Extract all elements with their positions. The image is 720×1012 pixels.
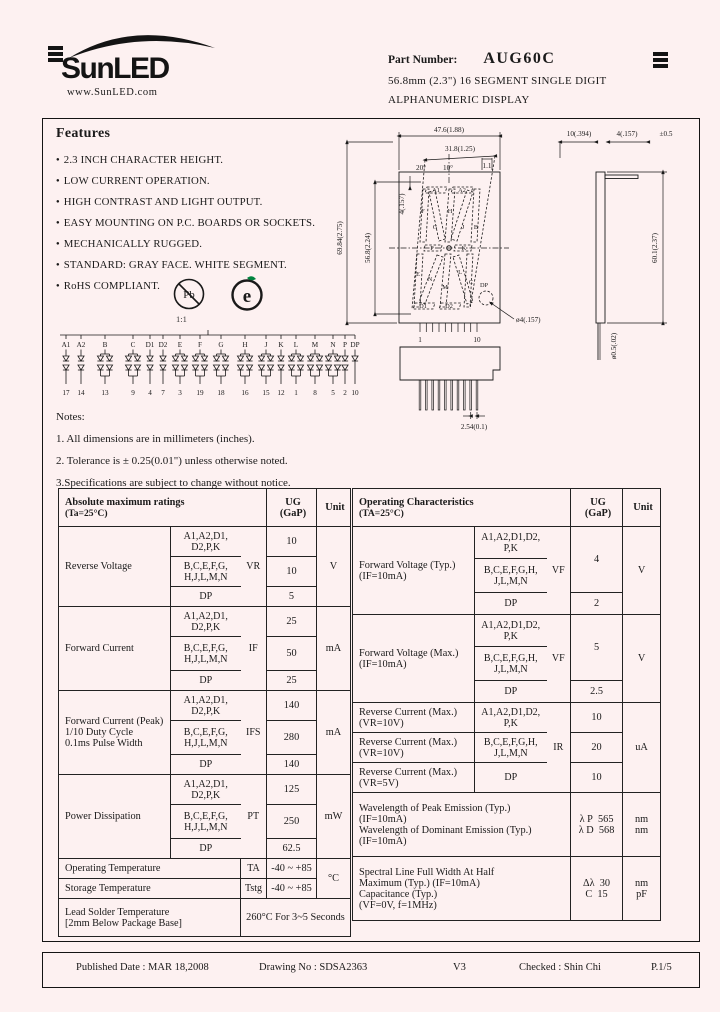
rohs-e-icon [226, 274, 268, 314]
pin-segment-label: E [177, 341, 183, 349]
segment-label: E [416, 271, 420, 278]
pin-segment-label: M [311, 341, 319, 349]
pin-number-label: 8 [313, 389, 317, 397]
unit-cell: mA [317, 607, 351, 691]
reverse-current-label: Reverse Current (Max.) (VR=5V) [353, 763, 475, 793]
segment-group: B,C,E,F,G,H, J,L,M,N [475, 733, 547, 763]
value-cell: 250 [267, 805, 317, 839]
symbol-vf: VF [547, 527, 571, 615]
segment-group: DP [475, 763, 547, 793]
symbol-ta: TA [241, 859, 267, 879]
footer [42, 952, 700, 988]
segment-group: A1,A2,D1, D2,P,K [171, 775, 241, 805]
symbol-c: C [585, 888, 593, 900]
lead-solder-value: 260°C For 3~5 Seconds [241, 899, 351, 937]
segment-group: A1,A2,D1,D2, P,K [475, 703, 547, 733]
mechanical-drawing [333, 118, 713, 463]
segment-label: K [461, 245, 467, 252]
lead-solder-label: Lead Solder Temperature [2mm Below Package Base] [59, 899, 241, 937]
segment-group: A1,A2,D1, D2,P,K [171, 607, 241, 637]
part-number-block [388, 50, 688, 106]
segment-label: B [473, 224, 479, 231]
value-cell: 20 [571, 733, 623, 763]
wavelength-units: nm nm [623, 793, 661, 857]
segment-label: D2 [445, 303, 453, 310]
dim-lead-width: 1.1 [482, 162, 492, 170]
value-cell: 2.5 [571, 681, 623, 703]
segment-group: B,C,E,F,G,H, J,L,M,N [475, 559, 547, 593]
symbol-ir: IR [547, 703, 571, 793]
symbol-lambda-p: λ P [579, 813, 593, 825]
value-cell: 280 [267, 721, 317, 755]
symbol-vf: VF [547, 615, 571, 703]
pin-number-label: 16 [241, 389, 249, 397]
sunled-logo [55, 36, 255, 98]
segment-group: DP [171, 671, 241, 691]
pin-segment-label: C [130, 341, 136, 349]
wavelength-labels: Wavelength of Peak Emission (Typ.) (IF=10mA) Wavelength of Dominant Emission (Typ.) (IF=10mA) [353, 793, 571, 857]
value-cell: 10 [571, 763, 623, 793]
value-cell: 140 [267, 691, 317, 721]
notes-title: Notes: [56, 411, 85, 423]
drawing-number: Drawing No : SDSA2363 [259, 962, 368, 973]
dp-diameter: ø4(.157) [516, 316, 541, 324]
pin-number-label: 13 [101, 389, 109, 397]
segment-label: A2 [458, 187, 466, 194]
op-col-value: UG (GaP) [571, 489, 623, 527]
pin-number-label: 5 [331, 389, 335, 397]
segment-group: A1,A2,D1, D2,P,K [171, 691, 241, 721]
power-dissipation-label: Power Dissipation [59, 775, 171, 859]
segment-label: C [468, 279, 474, 286]
dim-front-height: 69.84(2.75) [336, 221, 344, 255]
pin-segment-label: A1 [61, 341, 71, 349]
unit-cell: V [317, 527, 351, 607]
pin-segment-label: H [242, 341, 248, 349]
feature-item: ● STANDARD: GRAY FACE. WHITE SEGMENT. [56, 255, 356, 276]
logo-text: SunLED [61, 52, 169, 85]
segment-label: G [432, 224, 438, 231]
pin-segment-label: B [102, 341, 108, 349]
abs-table-title: Absolute maximum ratings (Ta=25°C) [59, 489, 267, 527]
dim-angle2: 10° [442, 164, 454, 172]
symbol-lambda-d: λ D [578, 824, 594, 836]
dim-side-depth: 10(.394) [566, 130, 592, 138]
bottom-view [400, 347, 500, 431]
symbol-delta-lambda: Δλ [582, 877, 595, 889]
pin-segment-label: K [278, 341, 284, 349]
part-description-line1: 56.8mm (2.3") 16 SEGMENT SINGLE DIGIT [388, 75, 607, 87]
value-cell: 2 [571, 593, 623, 615]
logo-swoosh-icon [63, 32, 223, 60]
dim-front-inner-width: 31.8(1.25) [445, 145, 475, 153]
value-cell: -40 ~ +85 [267, 879, 317, 899]
segment-group: A1,A2,D1,D2, P,K [475, 615, 547, 647]
pin-segment-label: L [293, 341, 299, 349]
feature-item: ● HIGH CONTRAST AND LIGHT OUTPUT. [56, 192, 356, 213]
segment-group: DP [475, 593, 547, 615]
segment-group: B,C,E,F,G,H, J,L,M,N [475, 647, 547, 681]
unit-cell: V [623, 615, 661, 703]
segment-label: D1 [419, 303, 427, 310]
pin-segment-label: D2 [158, 341, 168, 349]
front-view-pins [420, 323, 477, 332]
value-cell: 10 [267, 527, 317, 557]
unit-cell: °C [317, 859, 351, 899]
dim-seg-offset: 4(.157) [398, 193, 406, 215]
segment-label: P [430, 245, 434, 252]
dim-pin-pitch: 2.54(0.1) [460, 423, 488, 431]
spectral-capacitance-values: Δλ 30 C 15 [571, 857, 623, 921]
value-cell: 5 [571, 615, 623, 681]
pin-segment-label: F [198, 341, 202, 349]
dim-char-height: 56.8(2.24) [364, 233, 372, 263]
segment-group: B,C,E,F,G, H,J,L,M,N [171, 805, 241, 839]
segment-label: A1 [432, 187, 440, 194]
pin-connection-diagram [48, 330, 363, 402]
dim-side-height: 60.1(2.37) [651, 233, 659, 263]
symbol-ifs: IFS [241, 691, 267, 775]
note-item: 1. All dimensions are in millimeters (inches). [56, 433, 255, 445]
symbol-tstg: Tstg [241, 879, 267, 899]
dim-side-lead: 4(.157) [616, 130, 638, 138]
pin-number-label: 10 [351, 389, 359, 397]
spectral-capacitance-units: nm pF [623, 857, 661, 921]
feature-item: ● LOW CURRENT OPERATION. [56, 171, 356, 192]
symbol-if: IF [241, 607, 267, 691]
feature-item: ● RoHS COMPLIANT. [56, 276, 356, 297]
value-cell: 25 [267, 671, 317, 691]
feature-item: ● 2.3 INCH CHARACTER HEIGHT. [56, 150, 356, 171]
pin-number-label: 19 [196, 389, 204, 397]
value-cell: 25 [267, 607, 317, 637]
segment-label: M [442, 284, 448, 291]
segment-group: B,C,E,F,G, H,J,L,M,N [171, 637, 241, 671]
segment-group: B,C,E,F,G, H,J,L,M,N [171, 721, 241, 755]
segment-group: DP [171, 587, 241, 607]
logo-url: www.SunLED.com [67, 87, 158, 98]
note-item: 2. Tolerance is ± 0.25(0.01") unless otherwise noted. [56, 455, 288, 467]
segment-group: DP [171, 755, 241, 775]
reverse-voltage-label: Reverse Voltage [59, 527, 171, 607]
segment-label: H [447, 208, 453, 215]
segment-label: N [427, 276, 433, 283]
pin-number-label: 18 [217, 389, 225, 397]
page-number: P.1/5 [651, 962, 672, 973]
value-cell: 125 [267, 775, 317, 805]
absolute-maximum-ratings-table [58, 488, 351, 937]
peak-current-label: Forward Current (Peak) 1/10 Duty Cycle 0.1ms Pulse Width [59, 691, 171, 775]
reverse-current-label: Reverse Current (Max.) (VR=10V) [353, 733, 475, 763]
pin-segment-label: G [218, 341, 224, 349]
forward-voltage-typ-label: Forward Voltage (Typ.) (IF=10mA) [353, 527, 475, 615]
operating-characteristics-table [352, 488, 661, 921]
pin1-label: 1 [418, 336, 422, 344]
value-cell: 10 [571, 703, 623, 733]
dim-pin-diameter: ø0.5(.02) [610, 332, 618, 360]
pin-number-label: 3 [178, 389, 182, 397]
pin-segment-label: DP [350, 341, 360, 349]
segment-label: J [461, 224, 465, 231]
value-cell: 10 [267, 557, 317, 587]
checked-by: Checked : Shin Chi [519, 962, 601, 973]
pin-segment-label: A2 [76, 341, 86, 349]
part-description-line2: ALPHANUMERIC DISPLAY [388, 94, 530, 106]
bottom-view-pins [419, 380, 478, 410]
dim-angle1: 20° [415, 164, 427, 172]
unit-cell: mA [317, 691, 351, 775]
feature-item: ● MECHANICALLY RUGGED. [56, 234, 356, 255]
abs-col-value: UG (GaP) [267, 489, 317, 527]
pin-number-label: 14 [77, 389, 85, 397]
unit-cell: V [623, 527, 661, 615]
pin-number-label: 7 [161, 389, 165, 397]
op-col-unit: Unit [623, 489, 661, 527]
note-item: 3.Specifications are subject to change without notice. [56, 477, 291, 489]
segment-label: L [458, 269, 462, 276]
op-table-title: Operating Characteristics (TA=25°C) [353, 489, 571, 527]
segment-group: B,C,E,F,G, H,J,L,M,N [171, 557, 241, 587]
pin-number-label: 2 [343, 389, 347, 397]
segment-label: F [421, 208, 425, 215]
pin-number-label: 17 [62, 389, 70, 397]
operating-temperature-label: Operating Temperature [59, 859, 241, 879]
certification-icons [170, 274, 300, 322]
dp-label: DP [479, 282, 489, 289]
published-date: Published Date : MAR 18,2008 [76, 962, 209, 973]
part-number-label: Part Number: [388, 54, 458, 66]
storage-temperature-label: Storage Temperature [59, 879, 241, 899]
pin10-label: 10 [473, 336, 481, 344]
pin-number-label: 4 [148, 389, 152, 397]
forward-voltage-max-label: Forward Voltage (Max.) (IF=10mA) [353, 615, 475, 703]
pin-number-label: 15 [262, 389, 270, 397]
unit-cell: uA [623, 703, 661, 793]
segment-group: A1,A2,D1,D2, P,K [475, 527, 547, 559]
dim-front-width: 47.6(1.88) [434, 126, 464, 134]
features-title: Features [56, 126, 111, 141]
segment-group: DP [475, 681, 547, 703]
rohs-icon-text: e [242, 286, 252, 307]
value-cell: 62.5 [267, 839, 317, 859]
pin-segment-label: N [330, 341, 336, 349]
pb-icon-text: Pb [183, 289, 195, 301]
features-section [56, 126, 356, 297]
symbol-vr: VR [241, 527, 267, 607]
value-cell: 5 [267, 587, 317, 607]
value-cell: 4 [571, 527, 623, 593]
value-cell: 50 [267, 637, 317, 671]
pin-segment-label: P [343, 341, 347, 349]
pb-free-icon [170, 274, 208, 314]
segment-group: A1,A2,D1, D2,P,K [171, 527, 241, 557]
unit-cell: mW [317, 775, 351, 859]
version: V3 [453, 962, 466, 973]
abs-col-unit: Unit [317, 489, 351, 527]
pin-segment-label: J [264, 341, 268, 349]
wavelength-values: λ P 565 λ D 568 [571, 793, 623, 857]
part-number-value: AUG60C [483, 50, 556, 67]
pin-segment-label: D1 [145, 341, 155, 349]
forward-current-label: Forward Current [59, 607, 171, 691]
pin-number-label: 9 [131, 389, 135, 397]
reverse-current-label: Reverse Current (Max.) (VR=10V) [353, 703, 475, 733]
spectral-capacitance-labels: Spectral Line Full Width At Half Maximum (Typ.) (IF=10mA) Capacitance (Typ.) (VF=0V, f=1MHz) [353, 857, 571, 921]
pin-number-label: 1 [294, 389, 298, 397]
value-cell: -40 ~ +85 [267, 859, 317, 879]
value-cell: 140 [267, 755, 317, 775]
symbol-pt: PT [241, 775, 267, 859]
pin-number-label: 12 [277, 389, 285, 397]
dim-side-tol: ±0.5 [659, 130, 673, 138]
front-view [336, 126, 541, 344]
feature-item: ● EASY MOUNTING ON P.C. BOARDS OR SOCKETS. [56, 213, 356, 234]
side-view [560, 130, 673, 360]
scale-note: 1:1 [176, 314, 187, 324]
segment-group: DP [171, 839, 241, 859]
